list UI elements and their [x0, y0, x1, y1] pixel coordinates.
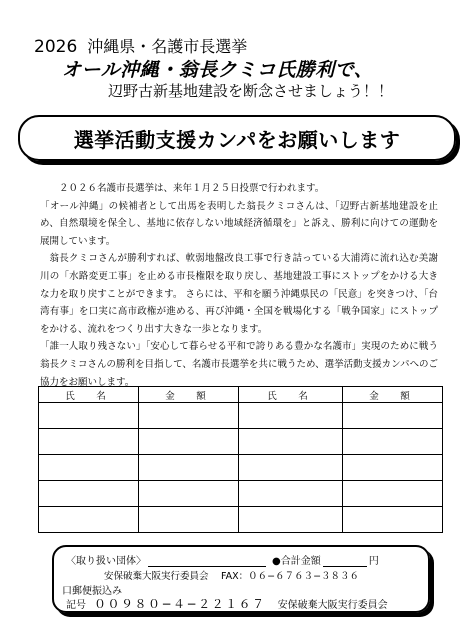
handling-org-blank[interactable] [148, 555, 266, 567]
appeal-paragraph-4: 「誰一人取り残さない」「安心して暮らせる平和で誇りある豊かな名護市」実現のために戦う翁長クミコさんの勝利を目指して、名護市長選挙を共に戦うため、選挙活動支援カンパへのご協力をお願いします。 [40, 341, 438, 388]
table-row [39, 507, 443, 533]
name-cell[interactable] [239, 481, 343, 507]
table-row [39, 455, 443, 481]
name-cell[interactable] [239, 429, 343, 455]
donation-table-header [39, 387, 443, 403]
yen-label: 円 [368, 556, 379, 567]
handling-label: 〈取り扱い団体〉 [66, 556, 146, 567]
handling-info-box [52, 545, 430, 613]
appeal-paragraph-2: 「オール沖縄」の候補者として出馬を表明した翁長クミコさんは、「辺野古新基地建設を止め、自然環境を保全し、基地に依存しない地域経済循環を」と訴え、勝利に向けての運動を展開しています。 [40, 200, 438, 247]
name-cell[interactable] [239, 507, 343, 533]
amount-cell[interactable] [139, 455, 239, 481]
campaign-banner [18, 115, 456, 161]
amount-cell[interactable] [343, 481, 443, 507]
col-header-amount-1: 金 額 [139, 387, 239, 403]
header-slogan: オール沖縄・翁長クミコ氏勝利で、 [62, 59, 374, 81]
election-year: 2026 [34, 37, 78, 57]
table-row [39, 403, 443, 429]
transfer-label: 口郵便振込み [62, 586, 122, 597]
total-amount-blank[interactable] [323, 555, 367, 567]
appeal-paragraph-3: 翁長クミコさんが勝利すれば、軟弱地盤改良工事で行き詰っている大浦湾に流れ込む美謝川の「水路変更工事」を止める市長権限を取り戻し、基地建設工事にストップをかける大きな力を取り戻すことができます。 さらには、平和を願う沖縄県民の「民意」を突きつけ、「台湾有事」を口実に高市政権が進める、再び沖縄・全国を戦場化する「戦争国家」にストップをかける、流れをつくり出す大きな一歩となります。 [40, 253, 438, 335]
header-sub-slogan: 辺野古新基地建設を断念させましょう！！ [108, 82, 394, 100]
election-name: 沖縄県・名護市長選挙 [87, 37, 248, 56]
account-number: ００９８０−４−２２１６７ [94, 597, 266, 611]
name-cell[interactable] [39, 507, 139, 533]
amount-cell[interactable] [343, 455, 443, 481]
amount-cell[interactable] [343, 403, 443, 429]
appeal-body [40, 180, 438, 391]
total-label: ●合計金額 [272, 556, 321, 567]
name-cell[interactable] [39, 403, 139, 429]
col-header-name-2: 氏 名 [239, 387, 343, 403]
amount-cell[interactable] [139, 429, 239, 455]
table-row [39, 429, 443, 455]
appeal-paragraph-1: ２０２６名護市長選挙は、来年１月２５日投票で行われます。 [59, 183, 325, 194]
amount-cell[interactable] [343, 507, 443, 533]
header-election-line [34, 34, 247, 57]
handling-line [66, 552, 379, 567]
amount-cell[interactable] [139, 481, 239, 507]
name-cell[interactable] [239, 455, 343, 481]
org-fax-line: 安保破棄大阪実行委員会 FAX：０６−６７６３−３８３６ [104, 571, 360, 582]
account-label: 記号 [66, 600, 86, 611]
amount-cell[interactable] [343, 429, 443, 455]
account-line [66, 595, 388, 612]
account-name: 安保破棄大阪実行委員会 [277, 600, 388, 611]
col-header-amount-2: 金 額 [343, 387, 443, 403]
donation-table [38, 386, 443, 533]
col-header-name-1: 氏 名 [39, 387, 139, 403]
name-cell[interactable] [39, 429, 139, 455]
name-cell[interactable] [239, 403, 343, 429]
banner-title: 選挙活動支援カンパをお願いします [73, 127, 401, 152]
table-row [39, 481, 443, 507]
name-cell[interactable] [39, 455, 139, 481]
amount-cell[interactable] [139, 507, 239, 533]
amount-cell[interactable] [139, 403, 239, 429]
name-cell[interactable] [39, 481, 139, 507]
